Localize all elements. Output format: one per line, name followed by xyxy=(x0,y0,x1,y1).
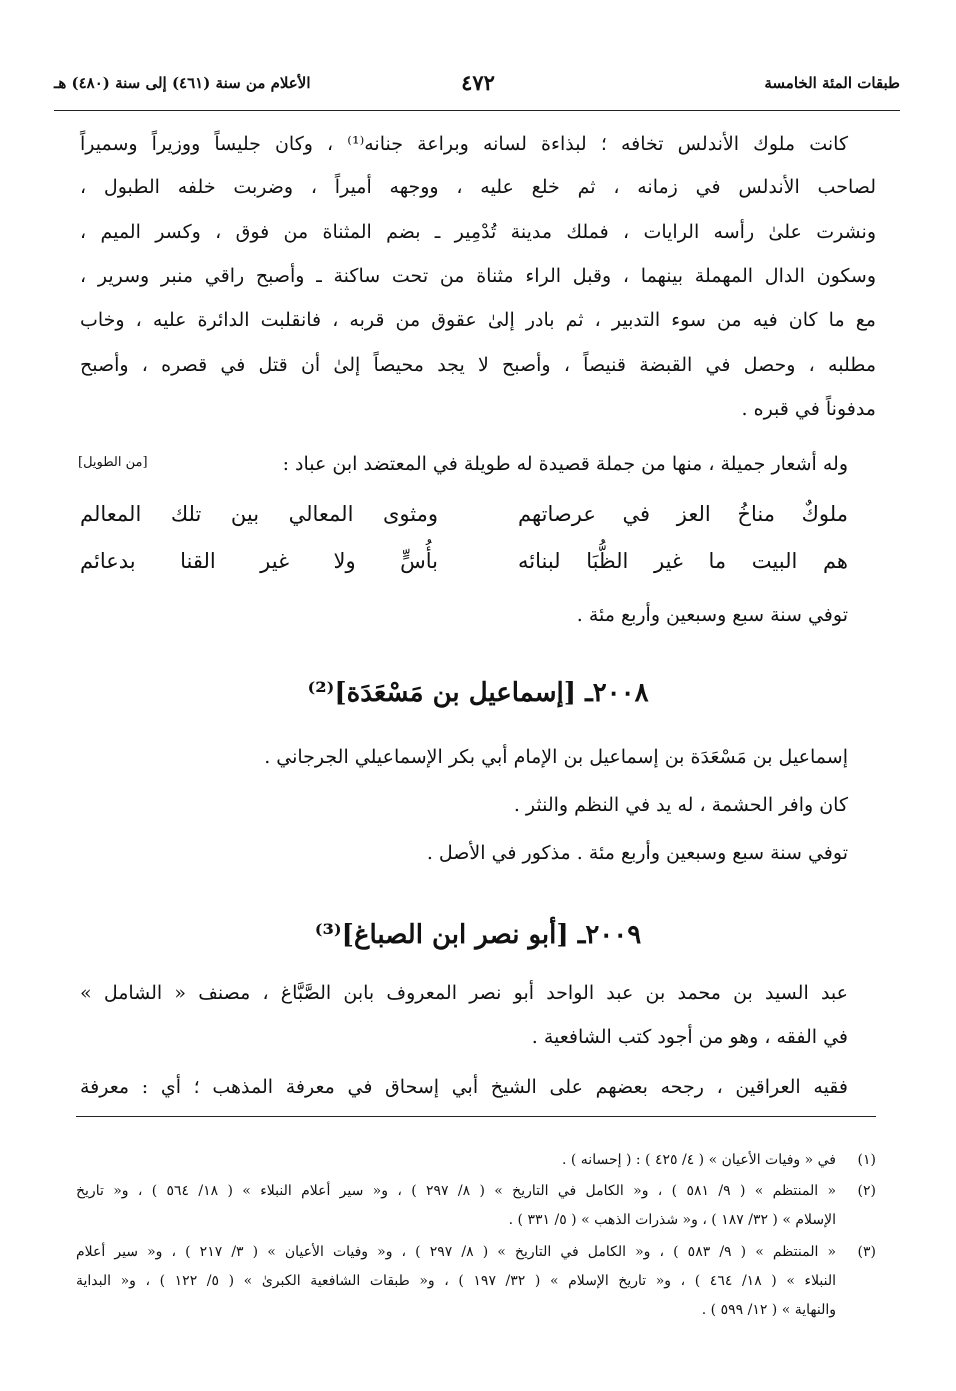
footnote-text: « المنتظم » ( ٩/ ٥٨١ ) ، و« الكامل في التاريخ » ( ٨/ ٢٩٧ ) ، و« سير أعلام النبلاء » ( ١٨/ ٥٦٤ ) ، و« تاريخ xyxy=(76,1183,837,1199)
poem-intro: وله أشعار جميلة ، منها من جملة قصيدة له طويلة في المعتضد ابن عباد : xyxy=(282,453,848,475)
page-number: ٤٧٢ xyxy=(461,70,495,95)
entry-line: توفي سنة سبع وسبعين وأربع مئة . مذكور في الأصل . xyxy=(426,842,848,864)
footnote-divider xyxy=(76,1116,876,1117)
text-line: كانت ملوك الأندلس تخافه ؛ لبذاءة لسانه وبراعة جنانه⁽¹⁾ ، وكان جليساً ووزيراً وسميراً xyxy=(80,133,848,155)
poem-meter-label: [من الطويل] xyxy=(78,455,148,470)
text-line: وسكون الدال المهملة بينهما ، وقبل الراء مثناة من تحت ساكنة ـ وأصبح راقي منبر وسرير ، xyxy=(80,265,876,287)
footnote-number: (٣) xyxy=(857,1244,876,1260)
verse-first-hemistich: هم البيت ما غير الظُّبَا لبنائه xyxy=(518,549,848,573)
footnote-text: النبلاء » ( ١٨/ ٤٦٤ ) ، و« تاريخ الإسلام » ( ٣٢/ ١٩٧ ) ، و« طبقات الشافعية الكبرىٰ » ( ٥/ ١٢٢ ) ، و« البداية xyxy=(76,1273,837,1289)
entry-line: كان وافر الحشمة ، له يد في النظم والنثر . xyxy=(513,794,848,816)
running-header-section-range: الأعلام من سنة (٤٦١) إلى سنة (٤٨٠) هـ xyxy=(54,74,311,92)
entry-heading-2008: ٢٠٠٨ـ [إسماعيل بن مَسْعَدَة]⁽²⁾ xyxy=(307,678,649,708)
entry-line: عبد السيد بن محمد بن عبد الواحد أبو نصر المعروف بابن الصَّبَّاغ ، مصنف « الشامل » xyxy=(80,982,848,1004)
footnote-1 xyxy=(76,1146,876,1175)
text-line: مطلبه ، وحصل في القبضة قنيصاً ، وأصبح لا يجد محيصاً إلىٰ أن قتل في قصره ، وأصبح xyxy=(80,354,876,376)
footnote-number: (٢) xyxy=(857,1183,876,1199)
text-line: لصاحب الأندلس في زمانه ، ثم خلع عليه ، ووجهه أميراً ، وضربت خلفه الطبول ، xyxy=(80,176,876,198)
verse-first-hemistich: ملوكٌ مناخُ العز في عرصاتهم xyxy=(518,502,848,526)
footnote-number: (١) xyxy=(857,1152,876,1168)
footnote-3 xyxy=(76,1238,876,1325)
text-line: ونشرت علىٰ رأسه الرايات ، فملك مدينة تُدْمِير ـ بضم المثناة من فوق ، وكسر الميم ، xyxy=(80,221,876,243)
text-line: مع ما كان فيه من سوء التدبير ، ثم بادر إلىٰ عقوق من قربه ، فانقلبت الدائرة عليه ، وخاب xyxy=(80,309,876,331)
entry-line: في الفقه ، وهو من أجود كتب الشافعية . xyxy=(531,1026,848,1048)
header-divider xyxy=(54,110,900,111)
entry-line: فقيه العراقين ، رجحه بعضهم على الشيخ أبي إسحاق في معرفة المذهب ؛ أي : معرفة xyxy=(80,1076,848,1098)
footnote-text: « المنتظم » ( ٩/ ٥٨٣ ) ، و« الكامل في التاريخ » ( ٨/ ٢٩٧ ) ، و« وفيات الأعيان » ( ٣/ ٢١٧ ) ، و« سير أعلام xyxy=(76,1244,837,1260)
footnote-text: الإسلام » ( ٣٢/ ١٨٧ ) ، و« شذرات الذهب » ( ٥/ ٣٣١ ) . xyxy=(508,1212,836,1228)
footnote-text: والنهاية » ( ١٢/ ٥٩٩ ) . xyxy=(701,1302,836,1318)
running-header-book-title: طبقات المئة الخامسة xyxy=(764,74,900,92)
entry-heading-2009: ٢٠٠٩ـ [أبو نصر ابن الصباغ]⁽³⁾ xyxy=(314,920,642,950)
footnote-2 xyxy=(76,1177,876,1235)
text-line: مدفوناً في قبره . xyxy=(741,398,876,420)
footnote-text: في « وفيات الأعيان » ( ٤/ ٤٢٥ ) : ( إحسانه ) . xyxy=(561,1152,836,1168)
verse-second-hemistich: ومثوى المعالي بين تلك المعالم xyxy=(80,502,438,526)
death-note: توفي سنة سبع وسبعين وأربع مئة . xyxy=(576,604,848,626)
verse-second-hemistich: بأُسٍّ ولا غير القنا بدعائم xyxy=(80,549,438,573)
entry-line: إسماعيل بن مَسْعَدَة بن إسماعيل بن الإمام أبي بكر الإسماعيلي الجرجاني . xyxy=(264,746,848,768)
